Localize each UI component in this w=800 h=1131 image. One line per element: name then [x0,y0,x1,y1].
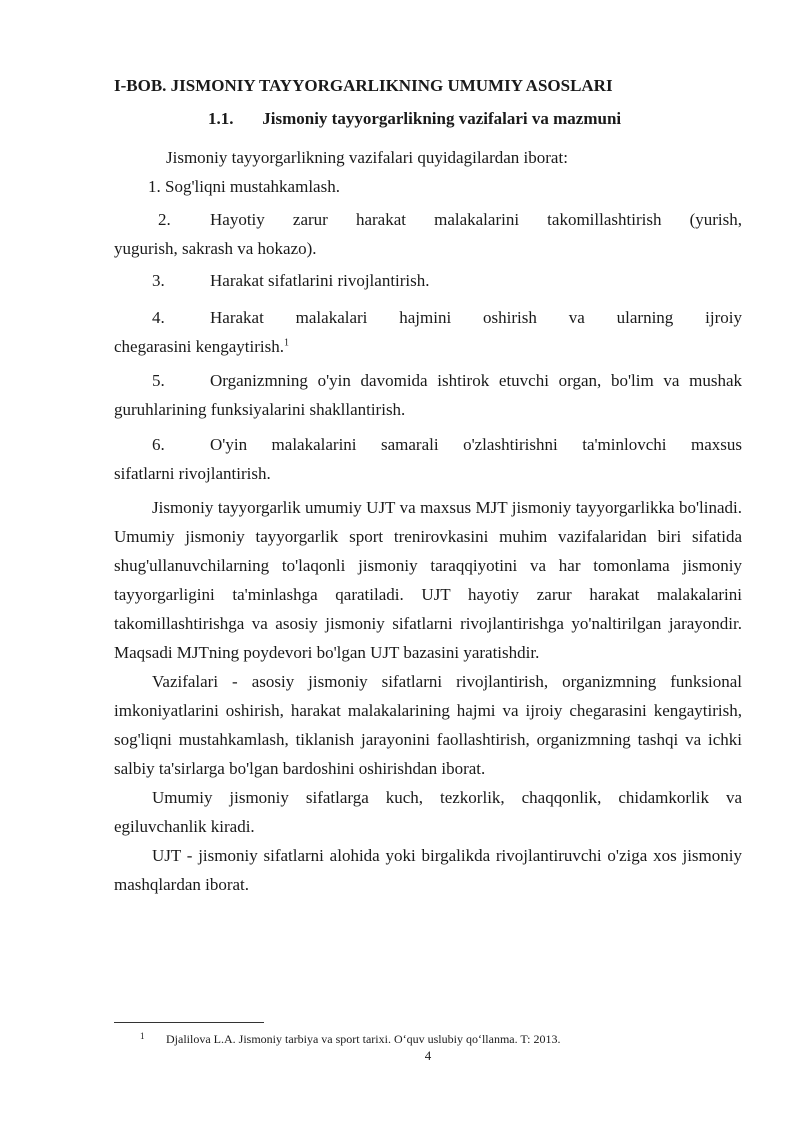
list-item-text-line2: chegarasini kengaytirish.$^1$ [114,337,289,356]
list-item-number: 5. [152,371,165,390]
list-item-number: 6. [152,435,165,454]
intro-text: Jismoniy tayyorgarlikning vazifalari quyidagilardan iborat: [166,148,568,167]
section-number: 1.1. [208,109,234,128]
list-item-text: Harakat sifatlarini rivojlantirish. [210,271,430,290]
section-title: Jismoniy tayyorgarlikning vazifalari va mazmuni [262,109,622,128]
list-item-text: Sog'liqni mustahkamlash. [165,177,340,196]
list-item-number: 3. [152,271,165,290]
list-item-text-line2: guruhlarining funksiyalarini shakllantirish. [114,400,406,419]
list-item-text-line1: Organizmning o'yin davomida ishtirok etuvchi organ, bo'lim va mushak [210,371,742,390]
list-item-text-line2: sifatlarni rivojlantirish. [114,464,271,483]
paragraph-3: Umumiy jismoniy sifatlarga kuch, tezkorlik, chaqqonlik, chidamkorlik va egiluvchanlik kiradi. [114,788,742,836]
footnote-divider [114,1022,264,1023]
paragraph-4: UJT - jismoniy sifatlarni alohida yoki birgalikda rivojlantiruvchi o'ziga xos jismoniy mashqlardan iborat. [114,846,742,894]
list-item-number: 4. [152,308,165,327]
paragraph-1: Jismoniy tayyorgarlik umumiy UJT va maxsus MJT jismoniy tayyorgarlikka bo'linadi. Umumiy jismoniy tayyorgarlik sport trenirovkasini muhim vazifalaridan biri sifatida shug'ullanuvchilarning to'laqonli jismoniy taraqqiyotini va har tomonlama jismoniy tayyorgarligini ta'minlashga qaratiladi. UJT hayotiy zarur harakat malakalarini takomillashtirishga va asosiy jismoniy sifatlarni rivojlantirishga yo'naltirilgan jarayondir. Maqsadi MJTning poydevori bo'lgan UJT bazasini yaratishdir. [114,498,742,662]
list-item-number: 1. [148,177,161,196]
list-item-text-line1: Harakat malakalari hajmini oshirish va ularning ijroiy [210,308,742,327]
footnote-mark: 1 [140,1031,145,1041]
footnote-text: Djalilova L.A. Jismoniy tarbiya va sport tarixi. O‘quv uslubiy qo‘llanma. T: 2013. [166,1032,561,1046]
list-item-text-line1: Hayotiy zarur harakat malakalarini takomillashtirish (yurish, [210,210,742,229]
body-text [114,493,742,899]
footnote-reference: 1 [283,337,289,349]
page-number: 4 [424,1048,432,1063]
list-item-text-line1: O'yin malakalarini samarali o'zlashtirishni ta'minlovchi maxsus [210,435,742,454]
list-item-1 [148,172,340,201]
list-item-text-line2: yugurish, sakrash va hokazo). [114,239,317,258]
section-heading [208,108,748,130]
chapter-title: I-BOB. JISMONIY TAYYORGARLIKNING UMUMIY ASOSLARI [114,76,613,95]
paragraph-2: Vazifalari - asosiy jismoniy sifatlarni rivojlantirish, organizmning funksional imkoniyatlarini oshirish, harakat malakalarining hajmi va ijroiy chegarasini kengaytirish, sog'liqni mustahkamlash, tiklanish jarayonini faollashtirish, organizmning tashqi va ichki salbiy ta'sirlarga bo'lgan bardoshini oshirishdan iborat. [114,672,742,778]
list-item-number: 2. [158,210,171,229]
